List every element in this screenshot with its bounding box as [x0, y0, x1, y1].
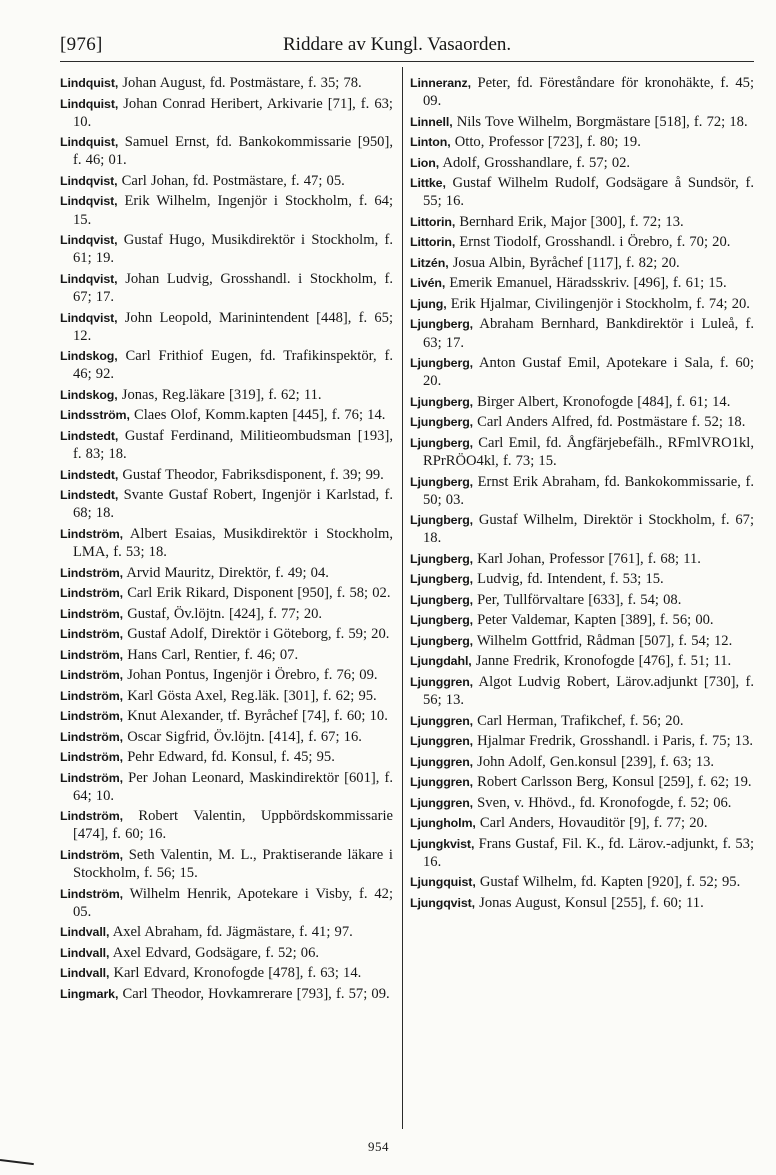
directory-entry — [60, 846, 393, 882]
entry-surname: Lindqvist, — [60, 194, 118, 209]
entry-details: Albert Esaias, Musikdirektör i Stockholm, LMA, f. 53; 18. — [73, 525, 393, 561]
entry-surname: Livén, — [410, 276, 446, 291]
entry-details: Gustaf Ferdinand, Militieombudsman [193], f. 83; 18. — [73, 427, 393, 463]
entry-details: Jonas, Reg.läkare [319], f. 62; 11. — [121, 386, 322, 403]
entry-surname: Littke, — [410, 176, 446, 191]
entry-details: Johan Ludvig, Grosshandl. i Stockholm, f. 67; 17. — [73, 270, 393, 306]
entry-details: Pehr Edward, fd. Konsul, f. 45; 95. — [127, 749, 335, 766]
entry-details: Gustaf Theodor, Fabriksdisponent, f. 39; 99. — [122, 466, 384, 483]
entry-details: Carl Frithiof Eugen, fd. Trafikinspektör, f. 46; 92. — [73, 348, 393, 383]
entry-surname: Lindqvist, — [60, 271, 118, 286]
entry-details: Karl Edvard, Kronofogde [478], f. 63; 14. — [113, 965, 362, 982]
entry-surname: Lindqvist, — [60, 233, 118, 248]
entry-surname: Lindström, — [60, 565, 124, 580]
directory-entry — [410, 873, 754, 891]
entry-surname: Ljunggren, — [410, 713, 474, 728]
directory-entry — [60, 486, 393, 522]
directory-entry — [60, 923, 393, 941]
directory-entry — [410, 174, 754, 210]
directory-entry — [60, 95, 393, 131]
entry-surname: Ljungberg, — [410, 613, 474, 628]
entry-details: Peter, fd. Föreståndare för kronohäkte, f. 45; 09. — [423, 75, 754, 110]
entry-surname: Lindström, — [60, 606, 124, 621]
directory-entry — [410, 712, 754, 730]
directory-entry — [410, 652, 754, 670]
entry-surname: Ljunggren, — [410, 734, 474, 749]
directory-entry — [410, 753, 754, 771]
entry-surname: Lingmark, — [60, 986, 119, 1001]
page-header — [0, 34, 776, 64]
directory-entry — [410, 413, 754, 431]
entry-details: Johan Pontus, Ingenjör i Örebro, f. 76; 09. — [127, 667, 378, 684]
entry-surname: Ljunggren, — [410, 674, 474, 689]
entry-details: Carl Emil, fd. Ångfärjebefälh., RFmlVRO1kl, RPrRÖO4kl, f. 73; 15. — [423, 434, 754, 470]
directory-entry — [60, 192, 393, 228]
entry-surname: Lindquist, — [60, 135, 119, 150]
entry-surname: Linnell, — [410, 114, 453, 129]
directory-entry — [410, 632, 754, 650]
entry-details: Axel Edvard, Godsägare, f. 52; 06. — [112, 944, 320, 961]
entry-surname: Ljungberg, — [410, 513, 474, 528]
entry-details: Gustaf Wilhelm, fd. Kapten [920], f. 52; 95. — [479, 874, 741, 891]
directory-entry — [410, 611, 754, 629]
directory-entry — [410, 794, 754, 812]
entry-details: Nils Tove Wilhelm, Borgmästare [518], f. 72; 18. — [456, 113, 748, 130]
entry-details: Arvid Mauritz, Direktör, f. 49; 04. — [126, 564, 329, 581]
entry-surname: Ljungquist, — [410, 875, 476, 890]
directory-entry — [410, 133, 754, 151]
directory-entry — [60, 769, 393, 805]
entry-surname: Ljungberg, — [410, 356, 474, 371]
entry-surname: Ljungdahl, — [410, 654, 472, 669]
entry-surname: Lindstedt, — [60, 488, 119, 503]
directory-entry — [410, 213, 754, 231]
entry-details: Janne Fredrik, Kronofogde [476], f. 51; 11. — [475, 653, 732, 670]
directory-entry — [410, 434, 754, 470]
entry-details: Karl Gösta Axel, Reg.läk. [301], f. 62; 95. — [127, 687, 377, 704]
scan-edge-mark — [0, 1159, 34, 1165]
directory-entry — [410, 814, 754, 832]
directory-entry — [60, 885, 393, 921]
entry-surname: Ljungberg, — [410, 415, 474, 430]
entry-surname: Linton, — [410, 135, 451, 150]
directory-entry — [410, 570, 754, 588]
entry-details: Sven, v. Hhövd., fd. Kronofogde, f. 52; 06. — [477, 794, 732, 811]
entry-surname: Ljung, — [410, 296, 447, 311]
directory-entry — [60, 646, 393, 664]
entry-details: Otto, Professor [723], f. 80; 19. — [454, 134, 641, 151]
entry-surname: Lindqvist, — [60, 173, 118, 188]
entry-details: Oscar Sigfrid, Öv.löjtn. [414], f. 67; 16. — [127, 728, 362, 745]
entry-surname: Lindvall, — [60, 925, 110, 940]
directory-entry — [60, 707, 393, 725]
entry-details: Gustaf Wilhelm, Direktör i Stockholm, f. 67; 18. — [423, 512, 754, 547]
entry-surname: Littorin, — [410, 214, 456, 229]
directory-entry — [410, 233, 754, 251]
directory-entry — [410, 354, 754, 390]
entry-details: Seth Valentin, M. L., Praktiserande läkare i Stockholm, f. 56; 15. — [73, 846, 393, 882]
entry-details: Wilhelm Henrik, Apotekare i Visby, f. 42; 05. — [73, 885, 393, 920]
entry-details: Wilhelm Gottfrid, Rådman [507], f. 54; 12. — [476, 632, 733, 649]
directory-entry — [60, 525, 393, 561]
entry-details: Abraham Bernhard, Bankdirektör i Luleå, f. 63; 17. — [423, 316, 754, 351]
entry-surname: Ljungberg, — [410, 592, 474, 607]
directory-entry — [60, 687, 393, 705]
entry-details: Bernhard Erik, Major [300], f. 72; 13. — [459, 213, 684, 230]
directory-entry — [410, 393, 754, 411]
directory-entry — [410, 295, 754, 313]
entry-surname: Ljungholm, — [410, 816, 476, 831]
entry-details: Johan August, fd. Postmästare, f. 35; 78. — [122, 75, 362, 91]
entry-surname: Lindström, — [60, 709, 124, 724]
entry-surname: Lindström, — [60, 647, 124, 662]
directory-entry — [60, 427, 393, 463]
entry-details: Carl Theodor, Hovkamrerare [793], f. 57; 09. — [122, 985, 390, 1002]
entry-details: Carl Johan, fd. Postmästare, f. 47; 05. — [121, 172, 345, 189]
directory-entry — [60, 172, 393, 190]
entry-surname: Lindstedt, — [60, 467, 119, 482]
entry-surname: Lindqvist, — [60, 310, 118, 325]
directory-entry — [60, 466, 393, 484]
directory-entry — [60, 74, 393, 92]
directory-entry — [410, 74, 754, 110]
directory-entry — [410, 511, 754, 547]
entry-surname: Lindström, — [60, 586, 124, 601]
entry-surname: Lindquist, — [60, 96, 119, 111]
entry-surname: Linneranz, — [410, 76, 471, 90]
directory-entry — [410, 732, 754, 750]
header-rule — [60, 61, 754, 62]
entry-details: Hjalmar Fredrik, Grosshandl. i Paris, f. 75; 13. — [477, 733, 754, 750]
entry-details: Samuel Ernst, fd. Bankokommissarie [950], f. 46; 01. — [73, 134, 393, 169]
entry-surname: Lindquist, — [60, 76, 119, 90]
entry-surname: Ljunggren, — [410, 754, 474, 769]
entry-details: Erik Hjalmar, Civilingenjör i Stockholm, f. 74; 20. — [450, 295, 750, 312]
entry-surname: Ljungberg, — [410, 572, 474, 587]
directory-entry — [60, 386, 393, 404]
entry-details: Ernst Tiodolf, Grosshandl. i Örebro, f. 70; 20. — [459, 234, 731, 251]
entry-surname: Ljungberg, — [410, 474, 474, 489]
entry-surname: Lindskog, — [60, 349, 118, 364]
directory-entry — [410, 773, 754, 791]
directory-entry — [60, 748, 393, 766]
running-title: Riddare av Kungl. Vasaorden. — [283, 34, 512, 55]
entry-details: Robert Valentin, Uppbördskommissarie [474], f. 60; 16. — [73, 808, 393, 843]
directory-entry — [410, 274, 754, 292]
directory-entry — [410, 315, 754, 351]
directory-entry — [60, 309, 393, 345]
entry-details: Anton Gustaf Emil, Apotekare i Sala, f. 60; 20. — [423, 355, 754, 390]
entry-surname: Littorin, — [410, 235, 456, 250]
entry-details: Carl Anders, Hovauditör [9], f. 77; 20. — [479, 815, 708, 832]
entry-surname: Lindskog, — [60, 387, 118, 402]
entry-details: John Adolf, Gen.konsul [239], f. 63; 13. — [477, 753, 715, 770]
entry-surname: Litzén, — [410, 255, 449, 270]
entry-surname: Ljungberg, — [410, 394, 474, 409]
entry-surname: Ljungberg, — [410, 435, 474, 450]
entry-surname: Lindström, — [60, 809, 124, 824]
entry-details: Erik Wilhelm, Ingenjör i Stockholm, f. 64; 15. — [73, 193, 393, 228]
entry-details: Ludvig, fd. Intendent, f. 53; 15. — [477, 571, 664, 588]
entry-surname: Lindström, — [60, 886, 124, 901]
entry-details: Algot Ludvig Robert, Lärov.adjunkt [730], f. 56; 13. — [423, 673, 754, 709]
entry-details: Per, Tullförvaltare [633], f. 54; 08. — [477, 591, 682, 608]
left-column — [60, 74, 393, 1005]
directory-entry — [410, 254, 754, 272]
directory-entry — [60, 406, 393, 424]
column-divider — [402, 67, 403, 1129]
folio-number: 954 — [368, 1139, 389, 1154]
entry-surname: Lindsström, — [60, 408, 130, 423]
directory-entry — [410, 154, 754, 172]
directory-entry — [60, 964, 393, 982]
entry-surname: Lindström, — [60, 750, 124, 765]
directory-entry — [60, 625, 393, 643]
entry-details: Karl Johan, Professor [761], f. 68; 11. — [477, 550, 701, 567]
entry-details: Gustaf Hugo, Musikdirektör i Stockholm, f. 61; 19. — [73, 232, 393, 267]
entry-details: Hans Carl, Rentier, f. 46; 07. — [127, 646, 299, 663]
entry-details: Johan Conrad Heribert, Arkivarie [71], f. 63; 10. — [73, 95, 393, 130]
entry-surname: Ljunggren, — [410, 795, 474, 810]
directory-entry — [410, 673, 754, 709]
entry-surname: Ljunggren, — [410, 775, 474, 790]
entry-details: Peter Valdemar, Kapten [389], f. 56; 00. — [477, 612, 714, 629]
directory-entry — [60, 231, 393, 267]
entry-details: Carl Erik Rikard, Disponent [950], f. 58; 02. — [127, 585, 391, 602]
entry-details: Robert Carlsson Berg, Konsul [259], f. 62; 19. — [477, 774, 752, 791]
entry-details: Jonas August, Konsul [255], f. 60; 11. — [479, 894, 704, 911]
entry-surname: Ljungkvist, — [410, 836, 475, 851]
entry-details: Knut Alexander, tf. Byråchef [74], f. 60; 10. — [127, 708, 388, 725]
entry-surname: Lindström, — [60, 688, 124, 703]
entry-details: Josua Albin, Byråchef [117], f. 82; 20. — [452, 254, 680, 271]
entry-surname: Ljungqvist, — [410, 895, 475, 910]
directory-entry — [60, 347, 393, 383]
directory-entry — [60, 666, 393, 684]
entry-surname: Lindstedt, — [60, 428, 119, 443]
entry-details: Svante Gustaf Robert, Ingenjör i Karlstad, f. 68; 18. — [73, 487, 393, 522]
entry-details: Gustaf, Öv.löjtn. [424], f. 77; 20. — [127, 605, 323, 622]
entry-surname: Lindström, — [60, 729, 124, 744]
entry-details: Gustaf Adolf, Direktör i Göteborg, f. 59; 20. — [127, 626, 390, 643]
directory-entry — [60, 985, 393, 1003]
directory-entry — [60, 807, 393, 843]
entry-details: Adolf, Grosshandlare, f. 57; 02. — [442, 154, 631, 171]
entry-details: Carl Anders Alfred, fd. Postmästare f. 52; 18. — [477, 414, 746, 431]
entry-details: Carl Herman, Trafikchef, f. 56; 20. — [477, 712, 684, 729]
entry-details: Frans Gustaf, Fil. K., fd. Lärov.-adjunkt, f. 53; 16. — [423, 835, 754, 870]
directory-entry — [60, 270, 393, 306]
directory-entry — [60, 564, 393, 582]
entry-surname: Lindvall, — [60, 966, 110, 981]
right-column — [410, 74, 754, 914]
entry-surname: Lindström, — [60, 526, 124, 541]
entry-surname: Lindström, — [60, 847, 124, 862]
entry-details: Ernst Erik Abraham, fd. Bankokommissarie, f. 50; 03. — [423, 473, 754, 508]
directory-entry — [60, 133, 393, 169]
directory-entry — [410, 591, 754, 609]
entry-surname: Lindvall, — [60, 945, 110, 960]
directory-entry — [410, 550, 754, 568]
page-number: [976] — [60, 34, 103, 55]
entry-details: John Leopold, Marinintendent [448], f. 65; 12. — [73, 309, 394, 344]
directory-entry — [410, 835, 754, 871]
entry-details: Birger Albert, Kronofogde [484], f. 61; 14. — [477, 393, 731, 410]
entry-surname: Ljungberg, — [410, 633, 474, 648]
entry-details: Emerik Emanuel, Häradsskriv. [496], f. 61; 15. — [449, 275, 727, 292]
entry-surname: Ljungberg, — [410, 317, 474, 332]
entry-details: Per Johan Leonard, Maskindirektör [601], f. 64; 10. — [73, 769, 393, 804]
directory-entry — [60, 728, 393, 746]
entry-details: Gustaf Wilhelm Rudolf, Godsägare å Sundsör, f. 55; 16. — [423, 175, 754, 210]
directory-entry — [410, 894, 754, 912]
directory-entry — [60, 584, 393, 602]
directory-entry — [410, 473, 754, 509]
entry-surname: Lion, — [410, 155, 440, 170]
entry-surname: Lindström, — [60, 627, 124, 642]
entry-surname: Ljungberg, — [410, 551, 474, 566]
directory-entry — [60, 944, 393, 962]
entry-surname: Lindström, — [60, 770, 124, 785]
entry-surname: Lindström, — [60, 668, 124, 683]
directory-entry — [60, 605, 393, 623]
entry-details: Axel Abraham, fd. Jägmästare, f. 41; 97. — [112, 924, 353, 941]
directory-entry — [410, 113, 754, 131]
entry-details: Claes Olof, Komm.kapten [445], f. 76; 14. — [133, 407, 386, 424]
